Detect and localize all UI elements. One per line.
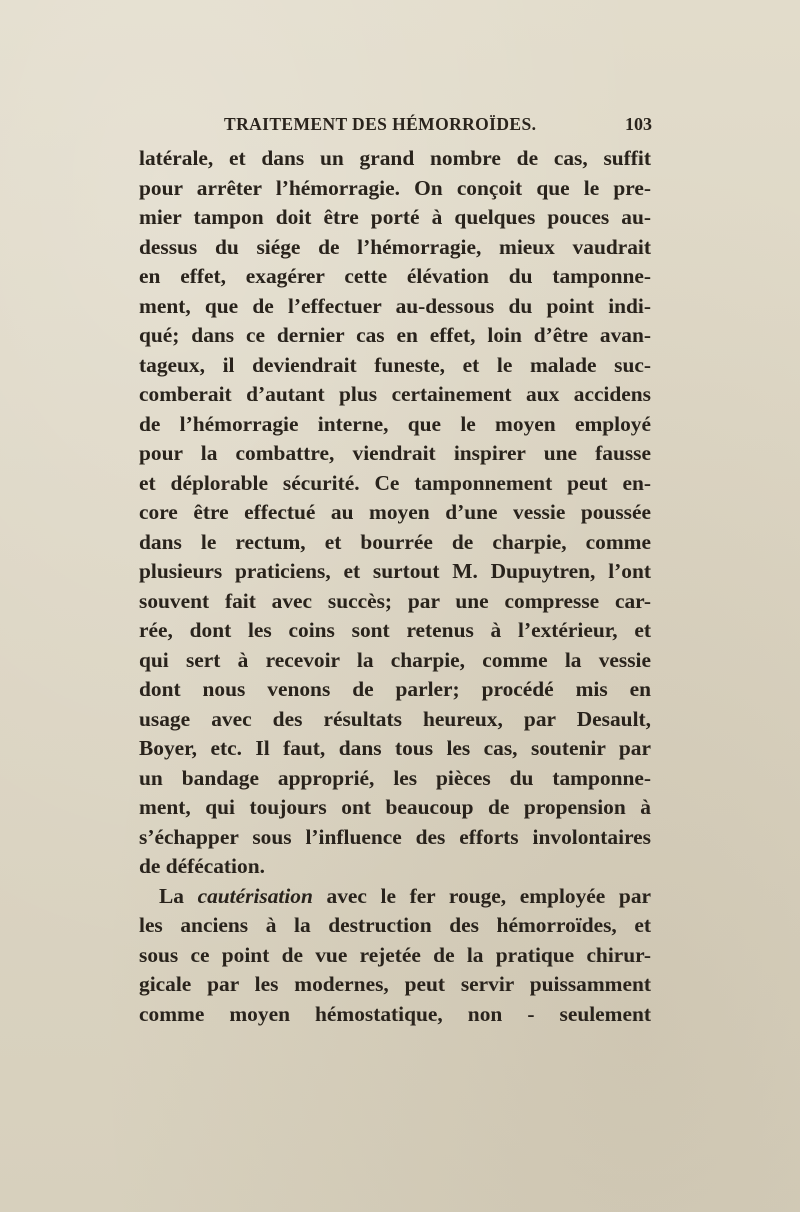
text-line: mier tampon doit être porté à quelques pouces au- <box>139 205 651 229</box>
text-line: les anciens à la destruction des hémorroïdes, et <box>139 913 651 937</box>
text-line: de défécation. <box>139 854 265 878</box>
page-number: 103 <box>625 114 652 134</box>
text-line: s’échapper sous l’influence des efforts involontaires <box>139 824 651 849</box>
text-line: usage avec des résultats heureux, par Desault, <box>139 706 651 731</box>
text-line: rée, dont les coins sont retenus à l’extérieur, et <box>139 618 651 642</box>
text-line: pour la combattre, viendrait inspirer une fausse <box>139 441 651 465</box>
text-line: comme moyen hémostatique, non - seulement <box>139 1001 651 1026</box>
text-line: pour arrêter l’hémorragie. On conçoit que le pre- <box>139 175 651 200</box>
text-line: qui sert à recevoir la charpie, comme la vessie <box>139 647 651 672</box>
text-line: dans le rectum, et bourrée de charpie, comme <box>139 529 651 554</box>
text-line: en effet, exagérer cette élévation du tamponne- <box>139 264 651 288</box>
text-line: dessus du siége de l’hémorragie, mieux vaudrait <box>139 234 651 259</box>
text-line: gicale par les modernes, peut servir puissamment <box>139 972 651 996</box>
text-line: Boyer, etc. Il faut, dans tous les cas, soutenir par <box>139 736 651 760</box>
paragraph-line-rest: avec le fer rouge, employée par <box>312 883 651 908</box>
text-line: core être effectué au moyen d’une vessie poussée <box>139 500 651 524</box>
text-line: souvent fait avec succès; par une compresse car- <box>139 588 651 613</box>
text-line: ment, qui toujours ont beaucoup de propension à <box>139 795 651 819</box>
running-head <box>140 114 652 140</box>
text-line: et déplorable sécurité. Ce tamponnement peut en- <box>139 470 651 495</box>
text-line: tageux, il deviendrait funeste, et le malade suc- <box>139 352 651 377</box>
text-line: sous ce point de vue rejetée de la pratique chirur- <box>139 942 651 967</box>
text-line: de l’hémorragie interne, que le moyen employé <box>139 411 651 436</box>
text-line: un bandage approprié, les pièces du tamponne- <box>139 765 651 790</box>
text-line: qué; dans ce dernier cas en effet, loin d’être avan- <box>139 323 651 347</box>
text-line: dont nous venons de parler; procédé mis en <box>139 677 651 701</box>
paragraph-lead: La <box>159 883 198 908</box>
text-line: latérale, et dans un grand nombre de cas, suffit <box>139 146 651 170</box>
text-line: plusieurs praticiens, et surtout M. Dupuytren, l’ont <box>139 559 651 583</box>
running-title: TRAITEMENT DES HÉMORROÏDES. <box>224 114 537 134</box>
text-line: ment, que de l’effectuer au-dessous du point indi- <box>139 293 651 318</box>
paragraph-first-line <box>139 882 651 912</box>
text-line: comberait d’autant plus certainement aux accidens <box>139 382 651 406</box>
body-text <box>139 144 651 1029</box>
italic-term: cautérisation <box>197 883 313 908</box>
